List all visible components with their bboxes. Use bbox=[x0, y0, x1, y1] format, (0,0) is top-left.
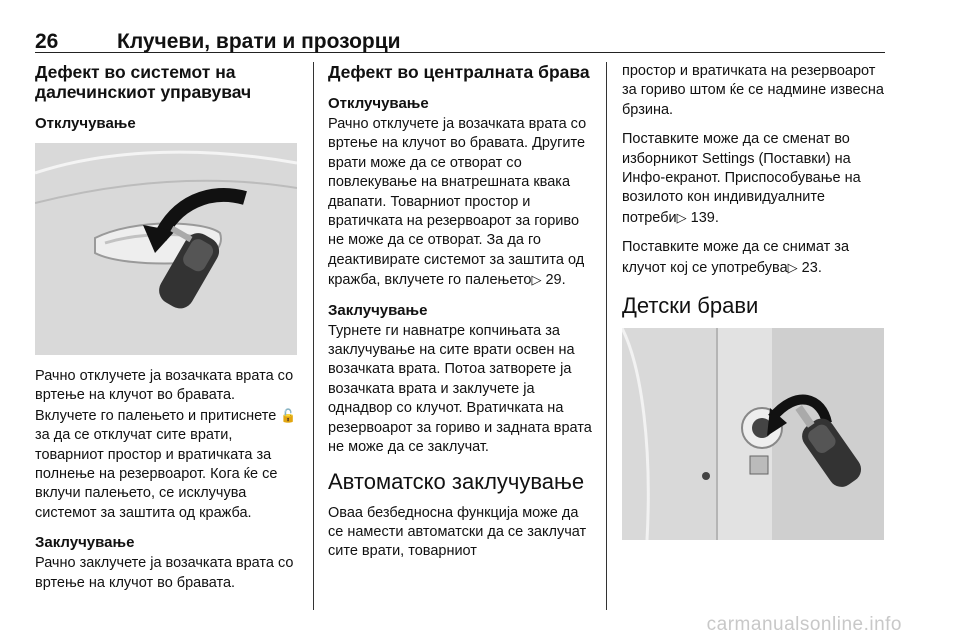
page-number: 26 bbox=[35, 30, 59, 53]
child-lock-illustration bbox=[622, 328, 884, 540]
paragraph-central-lock: Турнете ги навнатре копчињата за заклучување на сите врати освен на возачката врата. Потоа затворете ја возачката врата и заклучете ја однадвор со клучот. Вратичката на резервоарот за гориво и задната врата не може да се заклучат. bbox=[328, 322, 592, 456]
page-ref-139[interactable]: 139. bbox=[686, 209, 719, 226]
paragraph-settings-save: Поставките може да се снимат за клучот кој се употребува bbox=[622, 239, 850, 276]
section-heading-child-locks: Детски брави bbox=[622, 293, 759, 319]
figure-child-lock bbox=[622, 328, 884, 540]
column-divider bbox=[606, 62, 607, 610]
column-1 bbox=[35, 62, 300, 603]
subheading-unlocking: Отклучување bbox=[328, 95, 429, 112]
paragraph-auto-lock: Оваа безбедносна функција може да се намести автоматски да се заклучат сите врати, товарниот bbox=[328, 504, 587, 560]
page-ref-arrow-icon: ▷ bbox=[531, 272, 542, 288]
page-ref-29[interactable]: 29. bbox=[541, 272, 566, 289]
subheading-locking: Заклучување bbox=[328, 301, 428, 319]
paragraph-manual-unlock-a: Рачно отклучете ја возачката врата со вртење на клучот во бравата. Вклучете го палењето и притиснете bbox=[35, 368, 294, 424]
section-heading-central-lock-failure: Дефект во централната брава bbox=[328, 62, 590, 82]
watermark: carmanualsonline.info bbox=[706, 614, 902, 635]
section-heading-remote-failure: Дефект во системот на далечинскиот управувач bbox=[35, 62, 252, 102]
subheading-locking: Заклучување bbox=[35, 534, 135, 552]
column-divider bbox=[313, 62, 314, 610]
column-2 bbox=[328, 62, 593, 572]
paragraph-auto-lock-cont: простор и вратичката на резервоарот за гориво штом ќе се надмине извесна брзина. bbox=[622, 63, 884, 118]
section-heading-auto-lock: Автоматско заклучување bbox=[328, 468, 585, 494]
page-ref-arrow-icon: ▷ bbox=[676, 209, 687, 225]
page-title: Клучеви, врати и прозорци bbox=[117, 30, 401, 53]
door-handle-illustration bbox=[35, 143, 297, 355]
page-ref-arrow-icon: ▷ bbox=[787, 259, 798, 275]
subheading-unlocking: Отклучување bbox=[35, 115, 136, 132]
unlock-icon: 🔓 bbox=[280, 407, 297, 423]
paragraph-central-unlock: Рачно отклучете ја возачката врата со вртење на клучот во бравата. Другите врати може да се отворат со повлекување на внатрешната квака двапати. Товарниот простор и вратичката на резервоарот за гориво не може да се отворат. За да го деактивирате системот за заштита од кражба, вклучете го палењето bbox=[328, 116, 587, 289]
paragraph-settings: Поставките може да се сменат во изборникот Settings (Поставки) на Инфо-екранот. Приспособување на возилото кон индивидуалните потреби bbox=[622, 131, 861, 226]
paragraph-manual-unlock-b: за да се отклучат сите врати, товарниот простор и вратичката за полнење на резервоарот. Кога ќе се вклучи палењето, се исклучува системот за заштита од кражба. bbox=[35, 427, 278, 521]
page-header bbox=[35, 30, 885, 53]
column-3 bbox=[622, 62, 887, 540]
figure-door-key-unlock bbox=[35, 143, 297, 355]
paragraph-manual-lock: Рачно заклучете ја возачката врата со вртење на клучот во бравата. bbox=[35, 555, 294, 591]
page-ref-23[interactable]: 23. bbox=[797, 259, 822, 276]
